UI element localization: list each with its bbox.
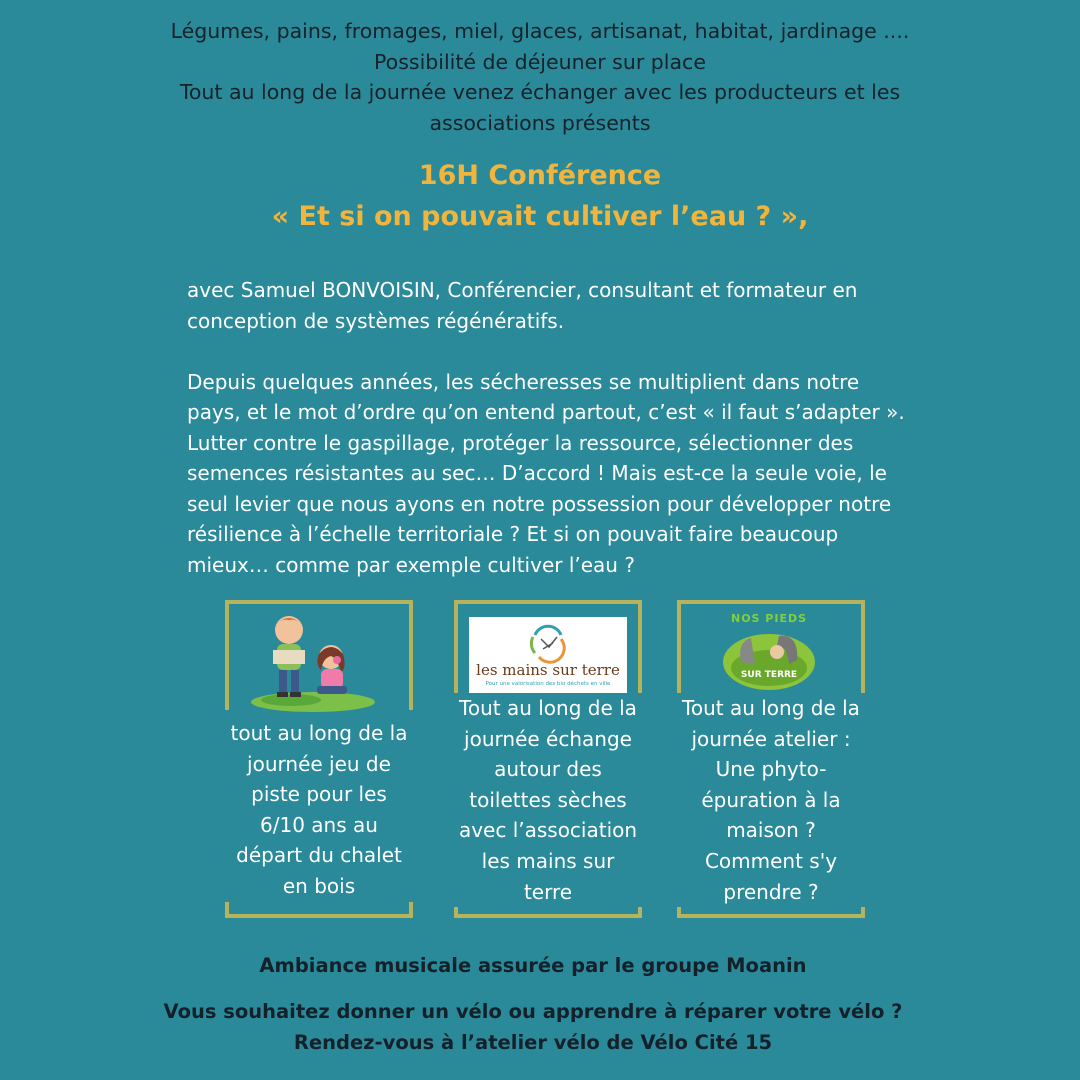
nos-pieds-sur-terre-logo — [717, 612, 821, 694]
logo-top-text: NOS PIEDS — [730, 612, 808, 625]
children-illustration — [251, 612, 381, 712]
logo-main-text: les mains sur terre — [476, 661, 620, 679]
music-note: Ambiance musicale assurée par le groupe Moanin — [259, 954, 807, 977]
intro-line-lunch: Possibilité de déjeuner sur place — [374, 49, 706, 74]
activity-box-treasure-hunt — [225, 600, 413, 918]
les-mains-sur-terre-logo — [469, 617, 627, 694]
topic-paragraph: Depuis quelques années, les sécheresses se multiplient dans notre pays, et le mot d’ordre qu’on entend partout, c’est « il faut s’adapter ». Lutter contre le gaspillage, protéger la ressource, sélectionner des semences résistantes au sec… D’accord ! Mais est-ce la seule voie, le seul levier que nous ayons en notre possession pour développer notre résilience à l’échelle territoriale ? Et si on pouvait faire beaucoup mieux… comme par exemple cultiver l’eau ? — [187, 369, 905, 577]
conference-description — [187, 275, 907, 611]
intro-text — [150, 16, 930, 138]
conference-heading — [140, 155, 940, 237]
logo-tagline: Pour une valorisation des bio déchets en ville — [485, 681, 611, 687]
activity-box-dry-toilets — [454, 600, 642, 918]
intro-line-associations: associations présents — [429, 110, 651, 135]
conference-subtitle: « Et si on pouvait cultiver l’eau ? », — [271, 201, 809, 232]
speaker-paragraph: avec Samuel BONVOISIN, Conférencier, consultant et formateur en conception de systèmes régénératifs. — [187, 278, 858, 333]
phyto-text: Tout au long de la journée atelier : Une phyto-épuration à la maison ? Comment s'y prendre ? — [677, 693, 865, 907]
dry-toilets-text: Tout au long de la journée échange autour des toilettes sèches avec l’association les mains sur terre — [454, 693, 642, 907]
treasure-hunt-text: tout au long de la journée jeu de piste pour les 6/10 ans au départ du chalet en bois — [225, 718, 413, 902]
logo-bottom-text: SUR TERRE — [740, 670, 798, 680]
bike-workshop-note: Vous souhaitez donner un vélo ou apprendre à réparer votre vélo ? Rendez-vous à l’atelier vélo de Vélo Cité 15 — [163, 1000, 903, 1054]
conference-time-title: 16H Conférence — [418, 160, 662, 191]
intro-line-exchange: Tout au long de la journée venez échanger avec les producteurs et les — [179, 80, 901, 105]
activity-box-phyto — [677, 600, 865, 918]
intro-line-products: Légumes, pains, fromages, miel, glaces, artisanat, habitat, jardinage .... — [170, 19, 910, 43]
